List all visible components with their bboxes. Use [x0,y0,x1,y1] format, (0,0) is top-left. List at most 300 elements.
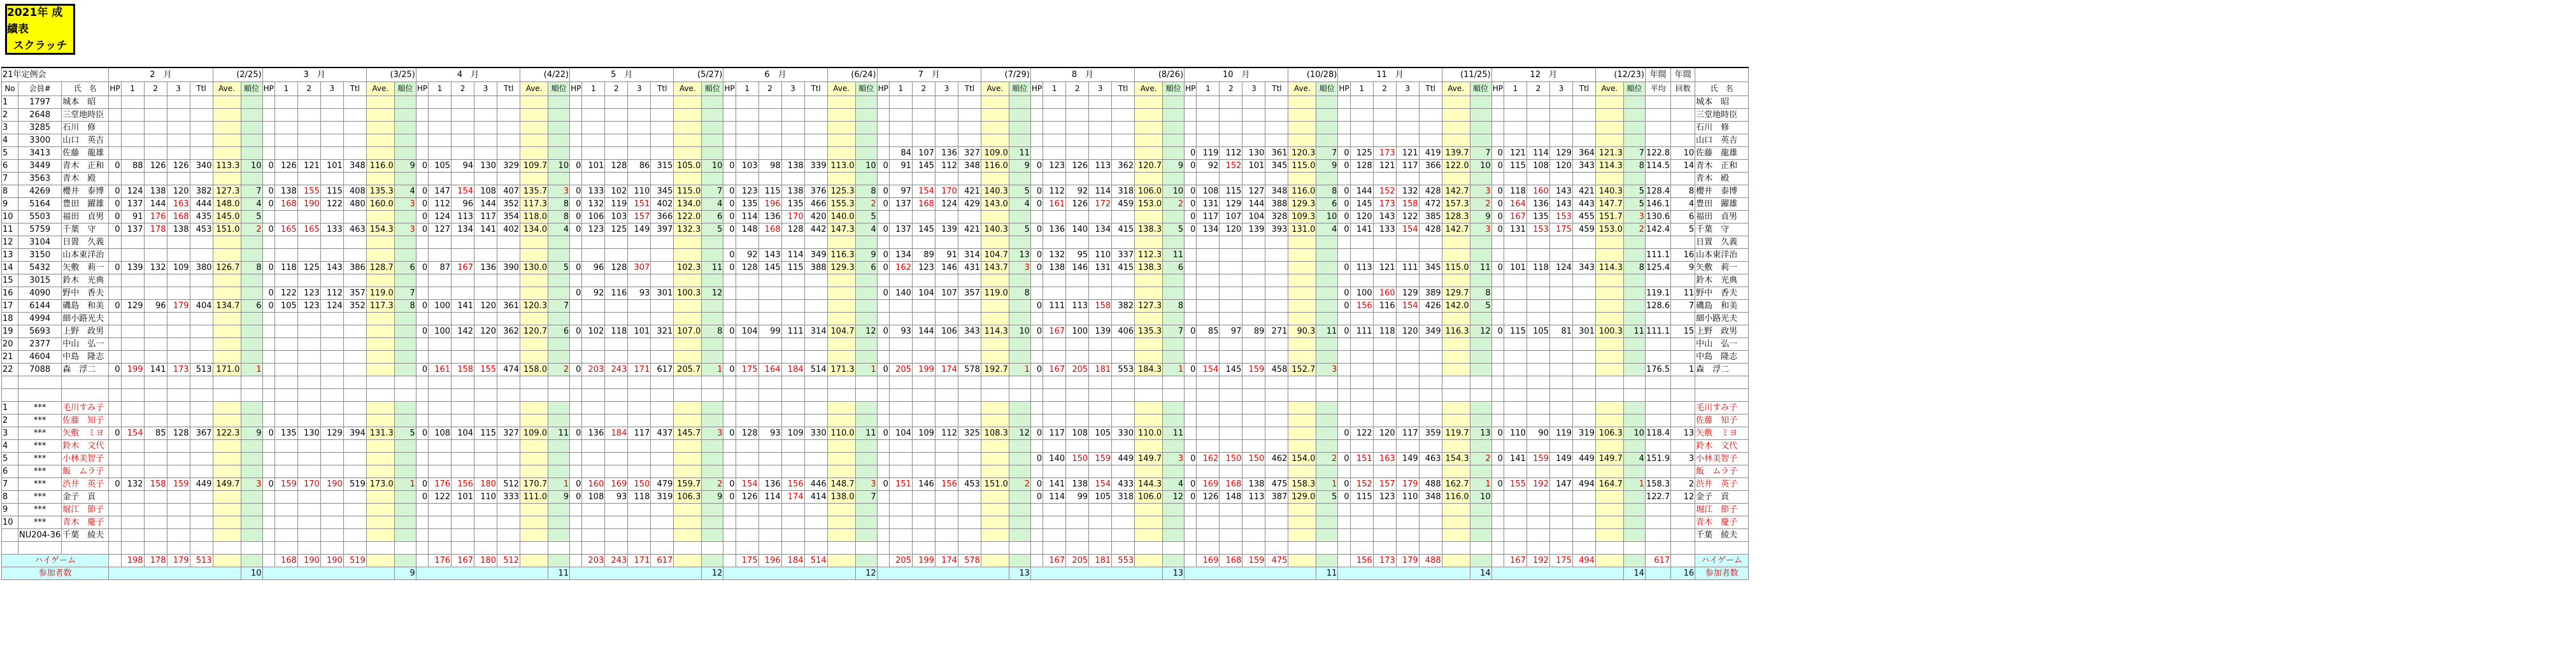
empty-cell [1671,376,1695,388]
game-score: 120 [474,325,497,337]
month-date: (6/24) [827,67,877,81]
game-score [1504,312,1526,325]
total-score [651,414,674,427]
game-score: 127 [429,223,452,236]
game-score [1043,134,1066,146]
game-score [1373,465,1396,478]
game-score: 156 [781,478,804,490]
game-score [781,350,804,363]
total-score [1419,312,1442,325]
section-title: 21年定例会 [2,67,109,81]
handicap [1491,96,1504,108]
empty-cell [935,388,958,401]
handicap [877,490,889,503]
high-game-score: 167 [452,554,474,567]
game-score [144,337,167,350]
player-no: 20 [2,337,18,350]
total-score [651,516,674,528]
game-score: 104 [736,325,758,337]
game-score: 205 [1066,363,1089,376]
game-score [121,287,144,299]
average-score: 145.0 [213,210,241,223]
handicap [1185,350,1197,363]
empty-cell [429,541,452,554]
year-count [1671,172,1695,185]
player-name-right: 櫻井 泰博 [1695,185,1749,197]
handicap [109,503,121,516]
total-score [343,439,366,452]
total-score [651,299,674,312]
empty-cell [1242,376,1265,388]
total-score: 426 [1419,299,1442,312]
game-score: 109 [912,427,935,439]
empty-cell [1288,388,1316,401]
average-score [213,146,241,159]
game-score: 108 [429,427,452,439]
col-ave: Ave. [1288,81,1316,96]
total-score [190,108,213,121]
game-score [912,210,935,223]
rank: 9 [394,159,416,172]
game-score [1197,134,1220,146]
player-id: *** [18,516,62,528]
game-score: 105 [1089,427,1112,439]
player-name-right: 毛川すみ子 [1695,401,1749,414]
handicap [1491,503,1504,516]
game-score [274,146,297,159]
total-score [343,414,366,427]
rank [394,325,416,337]
rank [241,350,262,363]
game-score [758,503,781,516]
game-score [781,452,804,465]
player-name-right: 矢敷 莉一 [1695,261,1749,274]
col-ttl: Ttl [343,81,366,96]
average-score [827,312,855,325]
handicap: 0 [570,261,582,274]
game-score: 123 [297,299,320,312]
handicap: 0 [1491,146,1504,159]
rank [1009,439,1030,452]
empty-cell [1623,388,1645,401]
game-score: 153 [1549,210,1572,223]
handicap: 0 [1185,146,1197,159]
total-score [1112,401,1135,414]
rank [1470,248,1491,261]
total-score [651,312,674,325]
player-name: 中島 隆志 [62,350,109,363]
game-score: 104 [1242,210,1265,223]
average-score: 142.7 [1442,223,1470,236]
game-score [1197,96,1220,108]
rank: 7 [1470,146,1491,159]
rank [1163,146,1185,159]
average-score [981,96,1009,108]
player-name: 三堂地時臣 [62,108,109,121]
game-score [1220,172,1242,185]
total-score [190,236,213,248]
game-score: 129 [1549,146,1572,159]
handicap: 0 [416,223,428,236]
total-score [1265,121,1288,134]
game-score: 87 [429,261,452,274]
rank: 11 [1163,427,1185,439]
year-count [1671,414,1695,427]
handicap [1338,528,1350,541]
average-score [827,236,855,248]
empty-cell [452,541,474,554]
game-score [1242,337,1265,350]
rank [1623,172,1645,185]
handicap [723,96,736,108]
game-score [781,401,804,414]
col-g2: 2 [144,81,167,96]
month-label: 10 月 [1185,67,1288,81]
handicap: 0 [1338,146,1350,159]
game-score: 137 [889,223,912,236]
handicap: 0 [1491,478,1504,490]
game-score [1220,299,1242,312]
rank: 5 [1163,223,1185,236]
empty-cell [1163,554,1185,567]
average-score [1135,414,1163,427]
average-score [1135,516,1163,528]
empty-cell [366,376,394,388]
game-score [605,337,628,350]
handicap [262,325,274,337]
handicap: 0 [1030,363,1042,376]
average-score [366,274,394,287]
empty-cell [1396,388,1419,401]
handicap [570,274,582,287]
rank [855,465,877,478]
game-score [1549,172,1572,185]
handicap: 0 [723,490,736,503]
participant-count: 12 [702,567,723,579]
game-score [758,516,781,528]
game-score: 117 [628,427,651,439]
separator-row [2,388,1749,401]
handicap: 0 [262,261,274,274]
game-score [628,528,651,541]
empty-cell [1373,541,1396,554]
player-name-right: 上野 政男 [1695,325,1749,337]
total-score [804,96,827,108]
empty-cell [1185,376,1197,388]
game-score [605,312,628,325]
game-score: 136 [758,478,781,490]
rank [241,439,262,452]
game-score [452,121,474,134]
handicap [1491,337,1504,350]
total-score [651,108,674,121]
average-score [520,312,548,325]
year-average [1645,337,1670,350]
handicap [1491,350,1504,363]
game-score [889,210,912,223]
game-score [274,503,297,516]
empty-cell [1491,567,1623,579]
total-score: 453 [190,223,213,236]
game-score [912,312,935,325]
total-score [958,414,981,427]
game-score [320,134,343,146]
high-game-score: 196 [758,554,781,567]
handicap [262,350,274,363]
handicap [262,172,274,185]
game-score [1373,363,1396,376]
game-score: 108 [1197,185,1220,197]
average-score [1442,337,1470,350]
rank [702,503,723,516]
col-g2: 2 [912,81,935,96]
empty-cell [1595,376,1623,388]
handicap [570,121,582,134]
rank [1316,516,1338,528]
game-score [1089,287,1112,299]
player-row [2,287,1749,299]
average-score [213,274,241,287]
game-score [605,121,628,134]
year-count: 16 [1671,248,1695,261]
rank: 8 [394,299,416,312]
rank [1470,465,1491,478]
high-game-year: 617 [1645,554,1670,567]
month-date: (7/29) [981,67,1030,81]
year-count: 5 [1671,223,1695,236]
game-score [1373,236,1396,248]
rank: 3 [548,185,570,197]
average-score: 164.7 [1595,478,1623,490]
average-score [366,414,394,427]
game-score [452,134,474,146]
empty-cell [1442,388,1470,401]
rank: 12 [855,325,877,337]
game-score: 144 [474,197,497,210]
col-g2: 2 [1220,81,1242,96]
col-ttl: Ttl [1419,81,1442,96]
average-score: 116.0 [1288,185,1316,197]
total-score: 340 [190,159,213,172]
game-score [582,172,605,185]
handicap: 0 [416,197,428,210]
year-count [1671,503,1695,516]
empty-cell [605,376,628,388]
average-score: 184.3 [1135,363,1163,376]
game-score: 94 [452,159,474,172]
handicap [570,439,582,452]
game-score [1089,516,1112,528]
total-score [958,134,981,146]
game-score [582,528,605,541]
player-name: 佐藤 知子 [62,414,109,427]
game-score [935,210,958,223]
empty-cell [855,388,877,401]
average-score: 149.7 [1595,452,1623,465]
game-score [320,210,343,223]
rank [1009,134,1030,146]
game-score [912,490,935,503]
handicap [1030,210,1042,223]
game-score [1197,121,1220,134]
year-count [1671,108,1695,121]
handicap: 0 [877,223,889,236]
rank [702,96,723,108]
game-score [1197,274,1220,287]
empty-cell [570,567,702,579]
average-score: 154.3 [366,223,394,236]
game-score [582,248,605,261]
rank [1009,528,1030,541]
total-score [343,236,366,248]
year-count: 6 [1671,210,1695,223]
empty-cell [1504,376,1526,388]
total-score [651,350,674,363]
player-id: 5164 [18,197,62,210]
player-no: 9 [2,197,18,210]
game-score [144,248,167,261]
total-score [190,452,213,465]
game-score: 134 [889,248,912,261]
empty-cell [912,541,935,554]
game-score [1526,439,1549,452]
game-score [144,325,167,337]
rank: 3 [1316,363,1338,376]
handicap [1185,96,1197,108]
rank [855,350,877,363]
total-score [651,96,674,108]
handicap [570,337,582,350]
game-score [1043,337,1066,350]
game-score [628,401,651,414]
game-score [736,108,758,121]
rank: 10 [855,159,877,172]
year-count: 14 [1671,159,1695,172]
game-score [605,134,628,146]
handicap [1185,287,1197,299]
game-score [1066,414,1089,427]
game-score: 112 [1220,146,1242,159]
empty-cell [1135,376,1163,388]
game-score: 175 [1549,223,1572,236]
handicap [1030,134,1042,146]
player-name-right: 佐藤 知子 [1695,414,1749,427]
rank [1470,312,1491,325]
game-score [274,312,297,325]
average-score: 109.7 [520,159,548,172]
empty-cell [109,541,121,554]
game-score: 150 [628,478,651,490]
average-score [366,134,394,146]
game-score [628,146,651,159]
participant-count: 13 [1163,567,1185,579]
average-score [981,401,1009,414]
average-score [1595,401,1623,414]
game-score [1504,414,1526,427]
game-score: 123 [1043,159,1066,172]
average-score: 120.7 [1135,159,1163,172]
game-score: 159 [1526,452,1549,465]
game-score [121,108,144,121]
game-score [1220,312,1242,325]
game-score [1066,108,1089,121]
empty-cell [1671,541,1695,554]
total-score [804,503,827,516]
total-score [958,121,981,134]
average-score [674,172,702,185]
total-score: 345 [651,185,674,197]
handicap [416,287,428,299]
high-game-total: 514 [804,554,827,567]
col-rank: 順位 [548,81,570,96]
handicap [416,274,428,287]
month-date: (2/25) [213,67,262,81]
handicap [1185,108,1197,121]
player-id: 3300 [18,134,62,146]
game-score [1350,312,1373,325]
game-score [1396,134,1419,146]
average-score [827,350,855,363]
game-score [1504,503,1526,516]
game-score: 146 [912,478,935,490]
game-score [121,134,144,146]
game-score: 152 [1220,159,1242,172]
game-score [605,465,628,478]
empty-cell [297,388,320,401]
player-id: 3285 [18,121,62,134]
empty-cell [758,541,781,554]
game-score: 111 [781,325,804,337]
average-score: 157.3 [1442,197,1470,210]
handicap [570,401,582,414]
total-score [804,452,827,465]
game-score [1242,108,1265,121]
handicap [1338,401,1350,414]
game-score [781,134,804,146]
game-score: 173 [1373,197,1396,210]
average-score [1442,312,1470,325]
handicap [262,490,274,503]
rank [1316,287,1338,299]
game-score [912,414,935,427]
game-score: 114 [758,490,781,503]
average-score: 158.3 [1288,478,1316,490]
empty-cell [1695,541,1749,554]
game-score: 157 [1373,478,1396,490]
game-score: 154 [912,185,935,197]
game-score [474,248,497,261]
empty-cell [570,541,582,554]
empty-cell [736,376,758,388]
handicap: 0 [570,197,582,210]
empty-cell [877,541,889,554]
game-score [758,414,781,427]
game-score [1089,121,1112,134]
handicap [723,503,736,516]
empty-cell [723,541,736,554]
game-score [1504,299,1526,312]
empty-cell [912,376,935,388]
average-score [1288,287,1316,299]
title-text: 2021年 成績表 [7,6,63,36]
average-score [674,528,702,541]
average-score [1288,248,1316,261]
handicap: 0 [1338,287,1350,299]
handicap [1030,121,1042,134]
rank: 2 [1163,197,1185,210]
rank [702,452,723,465]
total-score [1265,401,1288,414]
